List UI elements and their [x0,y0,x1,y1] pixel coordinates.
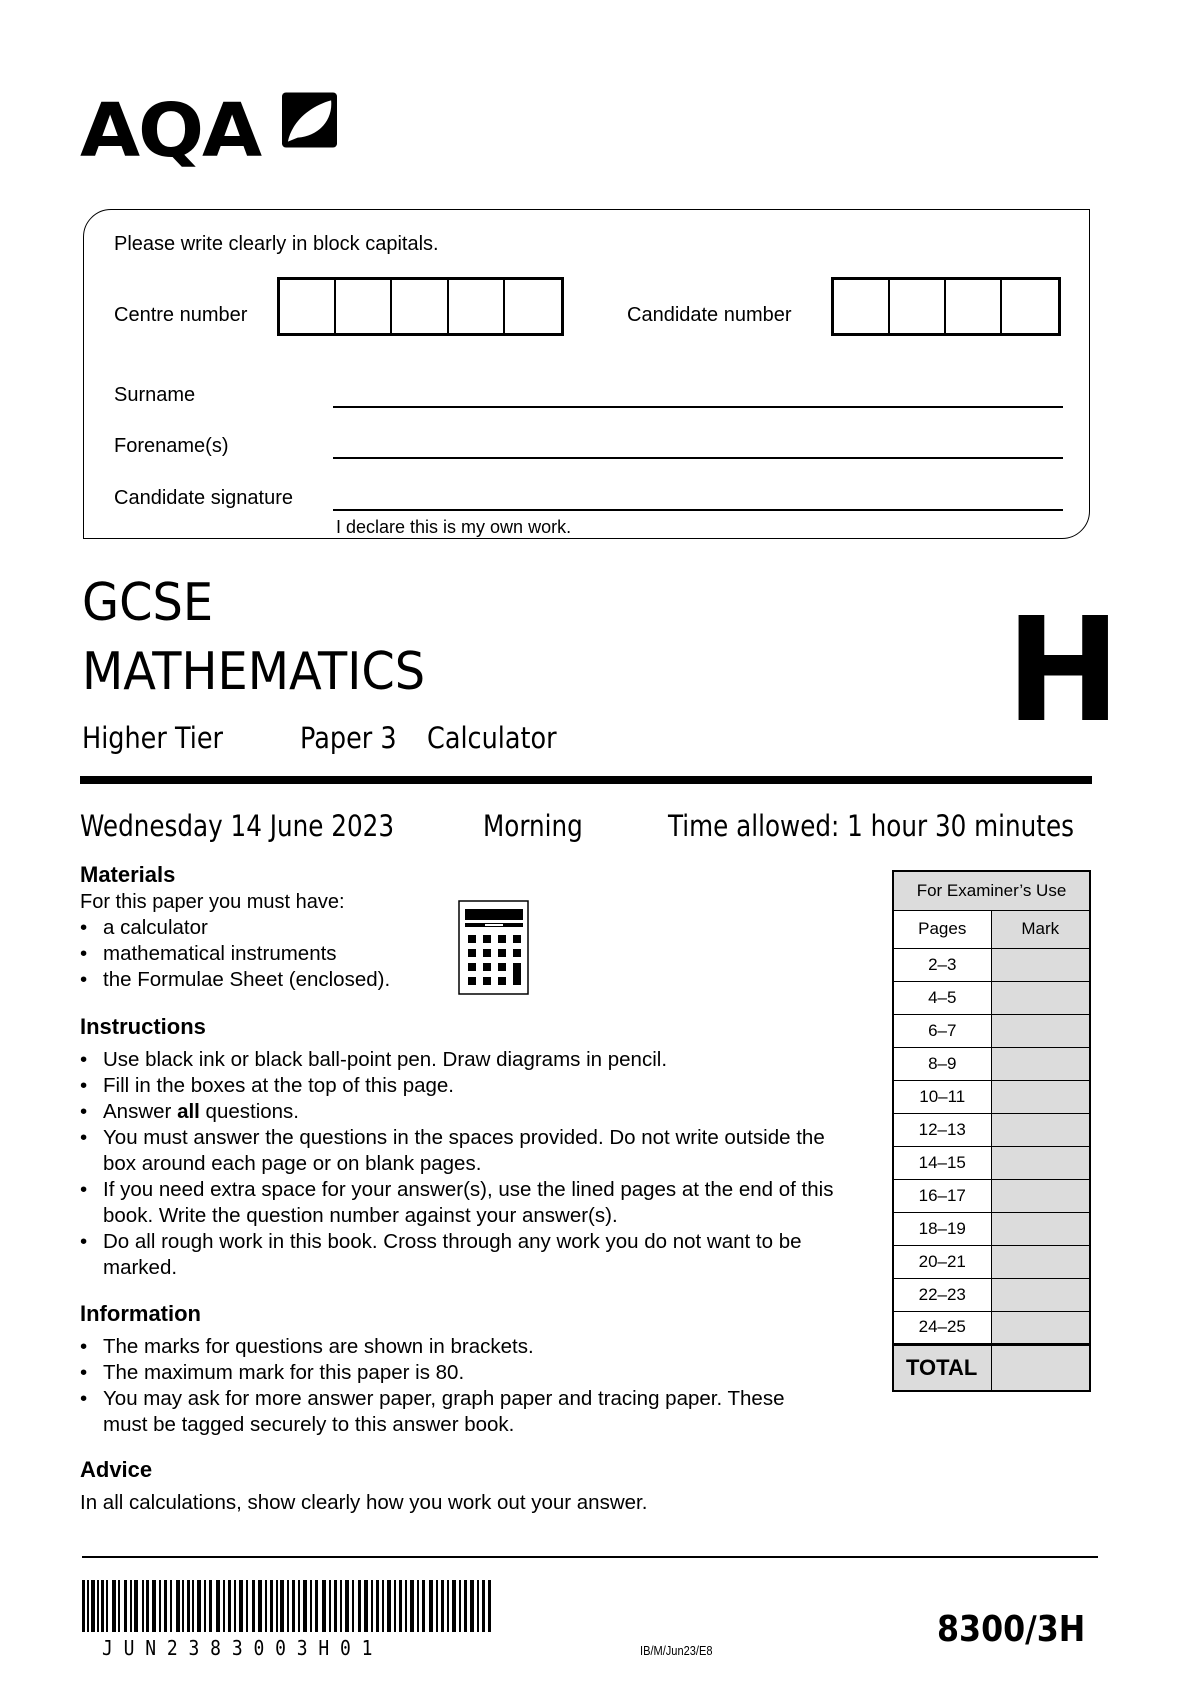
surname-field[interactable] [333,406,1063,408]
pages-cell: 10–11 [893,1080,991,1113]
pages-cell: 8–9 [893,1047,991,1080]
barcode-text: JUN2383003H01 [102,1636,384,1660]
table-row [893,1113,1090,1146]
candidate-number-label: Candidate number [627,304,792,326]
pages-cell: 6–7 [893,1014,991,1047]
subject-title: MATHEMATICS [82,642,426,702]
mark-cell [991,1245,1090,1278]
table-row [893,1146,1090,1179]
forenames-field[interactable] [333,457,1063,459]
materials-item: • a calculator [80,915,390,941]
instructions-heading: Instructions [80,1014,206,1039]
instruction-item: • You must answer the questions in the spaces provided. Do not write outside the box around each page or on blank pages. [80,1125,840,1177]
instruction-item: • Answer all questions. [80,1099,840,1125]
table-row [893,1311,1090,1344]
advice-heading: Advice [80,1457,153,1482]
total-label: TOTAL [893,1344,991,1391]
instruction-item: • Fill in the boxes at the top of this page. [80,1073,840,1099]
mark-cell [991,1311,1090,1344]
ib-code: IB/M/Jun23/E8 [640,1643,713,1658]
paper-label: Paper 3 [300,721,397,755]
mark-cell [991,1014,1090,1047]
instruction-item: • Use black ink or black ball-point pen. Draw diagrams in pencil. [80,1047,840,1073]
information-item: • The marks for questions are shown in brackets. [80,1334,810,1360]
table-row [893,1080,1090,1113]
forenames-label: Forename(s) [114,435,229,457]
centre-number-digit[interactable] [280,280,336,333]
table-row [893,1047,1090,1080]
table-row [893,1179,1090,1212]
mark-cell [991,1080,1090,1113]
exam-session: Morning [483,809,583,843]
table-row [893,948,1090,981]
table-row [893,1212,1090,1245]
total-row [893,1344,1090,1391]
centre-number-digit[interactable] [392,280,448,333]
title-divider [80,776,1092,784]
materials-intro: For this paper you must have: [80,891,345,913]
mark-cell [991,1146,1090,1179]
aqa-logo-text: AQA [80,88,261,174]
examiner-use-table [892,870,1091,1392]
paper-code: 8300/3H [937,1609,1086,1650]
candidate-number-digit[interactable] [1002,280,1058,333]
tier-label: Higher Tier [82,721,224,755]
centre-number-label: Centre number [114,304,248,326]
pages-cell: 2–3 [893,948,991,981]
centre-number-input[interactable] [277,277,564,336]
declaration-text: I declare this is my own work. [336,517,572,537]
mark-cell [991,1212,1090,1245]
pages-cell: 4–5 [893,981,991,1014]
mark-column-header: Mark [991,910,1090,948]
information-item: • You may ask for more answer paper, graph paper and tracing paper. These must be tagged securely to this answer book. [80,1386,810,1438]
calculator-icon [458,900,529,995]
advice-text: In all calculations, show clearly how you work out your answer. [80,1491,648,1514]
pages-cell: 20–21 [893,1245,991,1278]
mark-cell [991,1179,1090,1212]
aqa-leaf-icon [282,92,337,148]
tier-letter: H [1006,586,1121,754]
instruction-item: • If you need extra space for your answer(s), use the lined pages at the end of this book. Write the question number against your answer(s). [80,1177,840,1229]
total-mark-cell [991,1344,1090,1391]
pages-cell: 14–15 [893,1146,991,1179]
pages-cell: 22–23 [893,1278,991,1311]
candidate-number-digit[interactable] [834,280,890,333]
candidate-number-digit[interactable] [890,280,946,333]
table-row [893,981,1090,1014]
information-item: • The maximum mark for this paper is 80. [80,1360,810,1386]
instructions-list [80,1047,840,1281]
time-allowed: Time allowed: 1 hour 30 minutes [668,809,1074,843]
table-row [893,1014,1090,1047]
materials-item: • the Formulae Sheet (enclosed). [80,967,390,993]
candidate-number-digit[interactable] [946,280,1002,333]
pages-cell: 24–25 [893,1311,991,1344]
candidate-number-input[interactable] [831,277,1061,336]
materials-heading: Materials [80,862,176,887]
instruction-item: • Do all rough work in this book. Cross through any work you do not want to be marked. [80,1229,840,1281]
pages-cell: 16–17 [893,1179,991,1212]
mark-cell [991,948,1090,981]
block-capitals-instruction: Please write clearly in block capitals. [114,233,439,255]
mark-cell [991,1113,1090,1146]
mark-cell [991,1047,1090,1080]
exam-date: Wednesday 14 June 2023 [80,809,395,843]
information-list [80,1334,810,1438]
materials-list [80,915,390,993]
mark-cell [991,1278,1090,1311]
barcode-icon [82,1580,492,1632]
emphasis-all: all [177,1100,200,1123]
surname-label: Surname [114,384,196,406]
mark-cell [991,981,1090,1014]
pages-cell: 12–13 [893,1113,991,1146]
qualification-title: GCSE [82,573,214,633]
information-heading: Information [80,1301,201,1326]
table-row [893,1278,1090,1311]
signature-field[interactable] [333,509,1063,511]
centre-number-digit[interactable] [336,280,392,333]
examiner-table-title: For Examiner’s Use [893,871,1090,910]
centre-number-digit[interactable] [449,280,505,333]
materials-item: • mathematical instruments [80,941,390,967]
pages-cell: 18–19 [893,1212,991,1245]
table-row [893,1245,1090,1278]
centre-number-digit[interactable] [505,280,561,333]
signature-label: Candidate signature [114,487,294,509]
footer-divider [82,1556,1098,1558]
pages-column-header: Pages [893,910,991,948]
paper-type-label: Calculator [427,721,557,755]
